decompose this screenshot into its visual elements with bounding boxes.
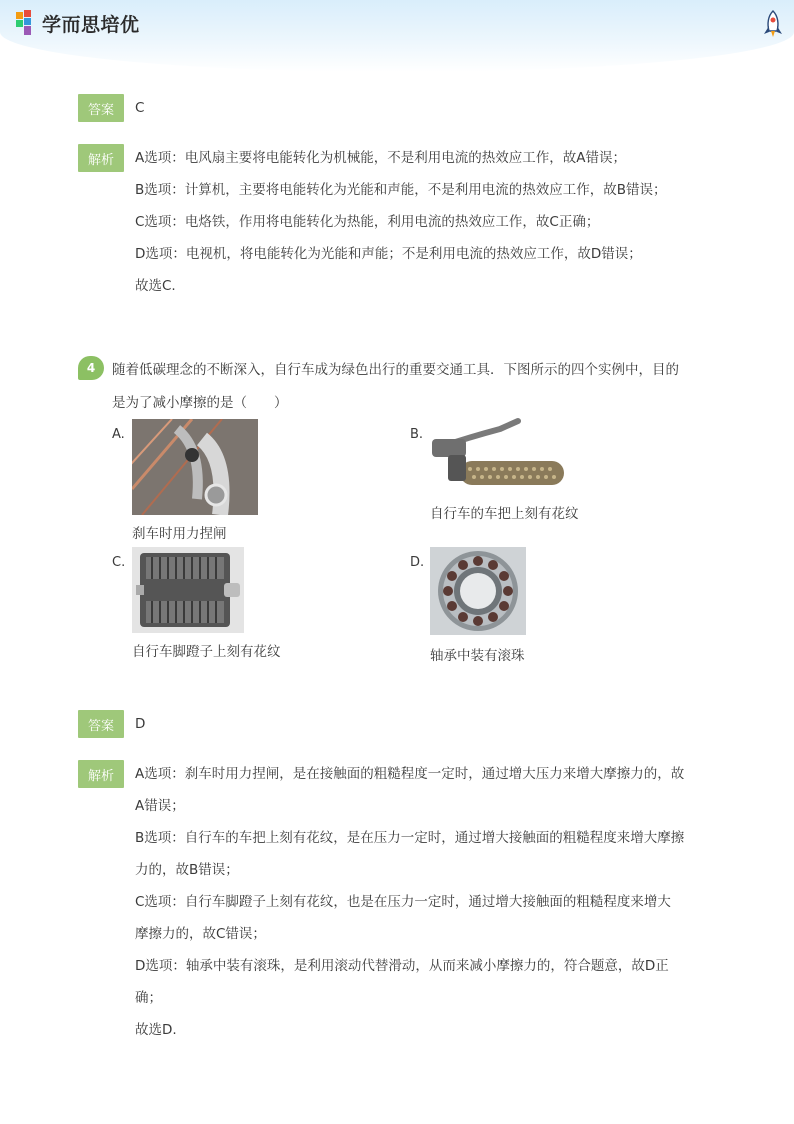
option-c-pedal-image [132, 547, 244, 633]
analysis-tag: 解析 [78, 760, 124, 788]
analysis-line: 故选C. [135, 278, 176, 294]
xueersi-logo-icon [16, 10, 38, 36]
option-d-caption: 轴承中装有滚珠 [430, 648, 525, 664]
analysis-line: D选项：轴承中装有滚珠，是利用滚动代替滑动，从而来减小摩擦力的，符合题意，故D正 [135, 958, 669, 974]
rocket-icon [762, 10, 784, 38]
question-stem: 随着低碳理念的不断深入，自行车成为绿色出行的重要交通工具．下图所示的四个实例中，目的 [112, 362, 679, 378]
answer-value: D [135, 716, 146, 732]
question-stem: 是为了减小摩擦的是（ ） [112, 395, 288, 411]
analysis-line: 摩擦力的，故C错误； [135, 926, 266, 942]
analysis-line: 故选D. [135, 1022, 177, 1038]
analysis-line: B选项：自行车的车把上刻有花纹，是在压力一定时，通过增大接触面的粗糙程度来增大摩擦 [135, 830, 685, 846]
analysis-line: C选项：自行车脚蹬子上刻有花纹，也是在压力一定时，通过增大接触面的粗糙程度来增大 [135, 894, 671, 910]
analysis-line: A错误； [135, 798, 185, 814]
analysis-line: C选项：电烙铁，作用将电能转化为热能，利用电流的热效应工作，故C正确； [135, 214, 600, 230]
answer-tag: 答案 [78, 94, 124, 122]
answer-tag: 答案 [78, 710, 124, 738]
analysis-line: D选项：电视机，将电能转化为光能和声能；不是利用电流的热效应工作，故D错误； [135, 246, 642, 262]
option-d-letter: D. [410, 555, 425, 570]
option-b-handlebar-image [430, 417, 570, 493]
analysis-line: A选项：刹车时用力捏闸，是在接触面的粗糙程度一定时，通过增大压力来增大摩擦力的，故 [135, 766, 685, 782]
analysis-line: 力的，故B错误； [135, 862, 239, 878]
option-d-bearing-image [430, 547, 526, 635]
option-b-caption: 自行车的车把上刻有花纹 [430, 506, 579, 522]
analysis-line: A选项：电风扇主要将电能转化为机械能，不是利用电流的热效应工作，故A错误； [135, 150, 626, 166]
option-c-letter: C. [112, 555, 126, 570]
brand-name: 学而思培优 [42, 13, 140, 36]
option-a-brake-image [132, 419, 258, 515]
answer-value: C [135, 100, 145, 116]
question-number-badge: 4 [78, 356, 104, 380]
option-a-caption: 刹车时用力捏闸 [132, 526, 227, 542]
brand-logo [16, 8, 140, 38]
option-a-letter: A. [112, 427, 125, 442]
option-c-caption: 自行车脚蹬子上刻有花纹 [132, 644, 281, 660]
analysis-tag: 解析 [78, 144, 124, 172]
analysis-line: 确； [135, 990, 162, 1006]
analysis-line: B选项：计算机，主要将电能转化为光能和声能，不是利用电流的热效应工作，故B错误； [135, 182, 667, 198]
option-b-letter: B. [410, 427, 424, 442]
